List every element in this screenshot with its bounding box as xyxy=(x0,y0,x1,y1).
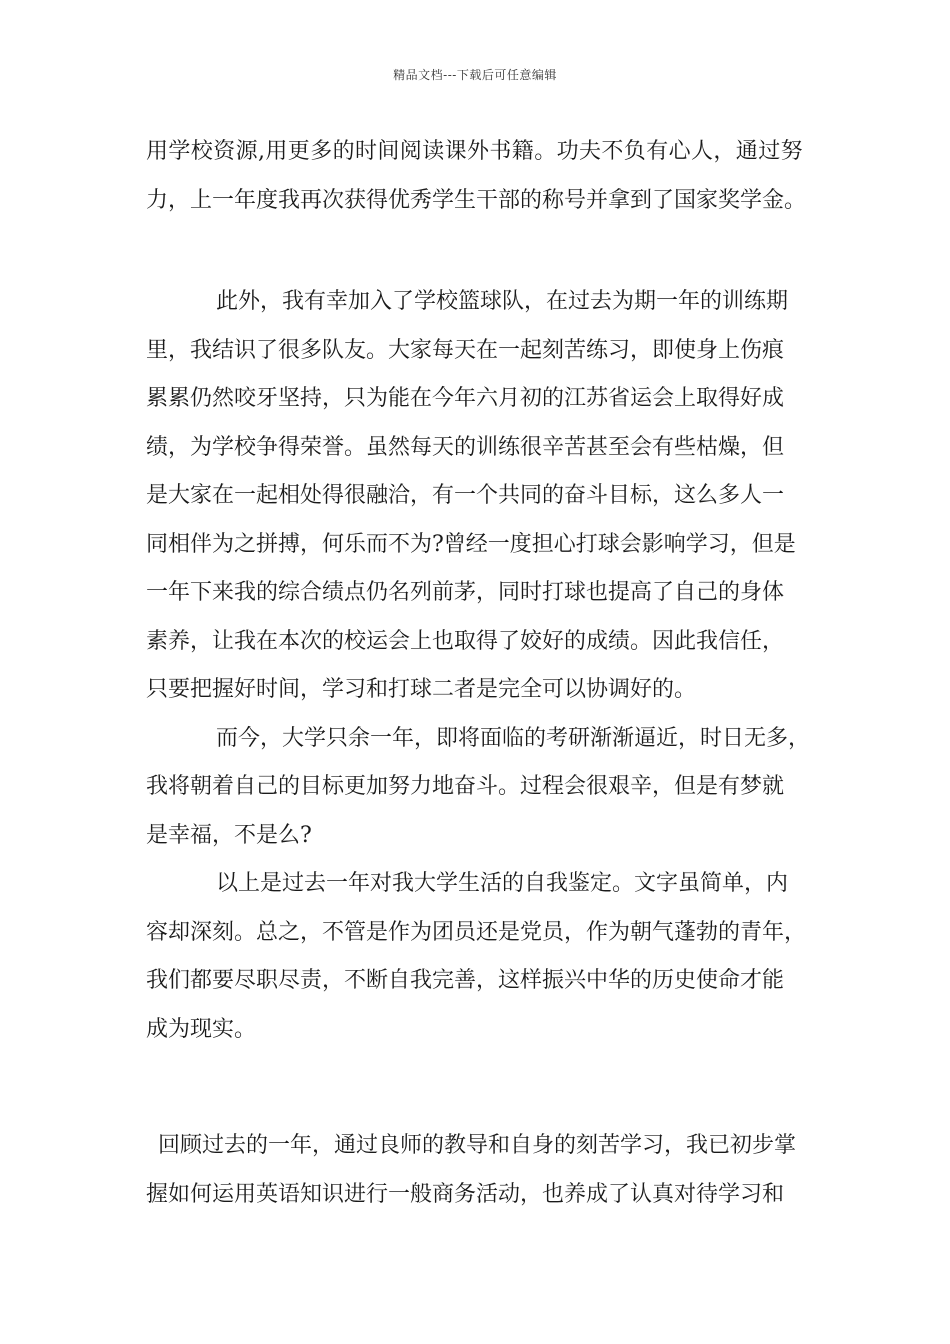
text-line: 容却深刻。总之，不管是作为团员还是党员，作为朝气蓬勃的青年， xyxy=(146,919,807,945)
text-line: 累累仍然咬牙坚持，只为能在今年六月初的江苏省运会上取得好成 xyxy=(146,386,785,411)
text-line: 握如何运用英语知识进行一般商务活动，也养成了认真对待学习和 xyxy=(146,1181,785,1207)
text-line: 力，上一年度我再次获得优秀学生干部的称号并拿到了国家奖学金。 xyxy=(146,187,807,213)
text-line: 我将朝着自己的目标更加努力地奋斗。过程会很艰辛，但是有梦就 xyxy=(146,774,785,799)
text-line: 而今，大学只余一年，即将面临的考研渐渐逼近，时日无多， xyxy=(216,725,811,751)
paragraph-group xyxy=(146,278,816,1054)
text-line: 用学校资源,用更多的时间阅读课外书籍。功夫不负有心人，通过努 xyxy=(146,139,803,164)
text-line: 只要把握好时间，学习和打球二者是完全可以协调好的。 xyxy=(146,677,697,702)
text-line: 回顾过去的一年，通过良师的教导和自身的刻苦学习，我已初步掌 xyxy=(158,1133,797,1158)
text-line: 成为现实。 xyxy=(146,1016,257,1042)
text-line: 我们都要尽职尽责，不断自我完善，这样振兴中华的历史使命才能 xyxy=(146,968,785,993)
text-line: 里，我结识了很多队友。大家每天在一起刻苦练习，即使身上伤痕 xyxy=(146,337,785,363)
page-header: 精品文档---下载后可任意编辑 xyxy=(393,68,557,82)
text-line: 绩，为学校争得荣誉。虽然每天的训练很辛苦甚至会有些枯燥，但 xyxy=(146,434,785,460)
text-line: 同相伴为之拼搏，何乐而不为?曾经一度担心打球会影响学习，但是 xyxy=(146,531,796,557)
text-line: 是幸福，不是么? xyxy=(146,822,312,848)
text-line: 一年下来我的综合绩点仍名列前茅，同时打球也提高了自己的身体 xyxy=(146,580,785,605)
text-line: 此外，我有幸加入了学校篮球队，在过去为期一年的训练期 xyxy=(216,289,789,314)
paragraph-review xyxy=(146,1122,816,1219)
text-line: 以上是过去一年对我大学生活的自我鉴定。文字虽简单，内 xyxy=(216,871,789,896)
text-line: 素养，让我在本次的校运会上也取得了姣好的成绩。因此我信任， xyxy=(146,628,785,654)
paragraph-continued xyxy=(146,128,816,225)
text-line: 是大家在一起相处得很融洽，有一个共同的奋斗目标，这么多人一 xyxy=(146,483,785,508)
